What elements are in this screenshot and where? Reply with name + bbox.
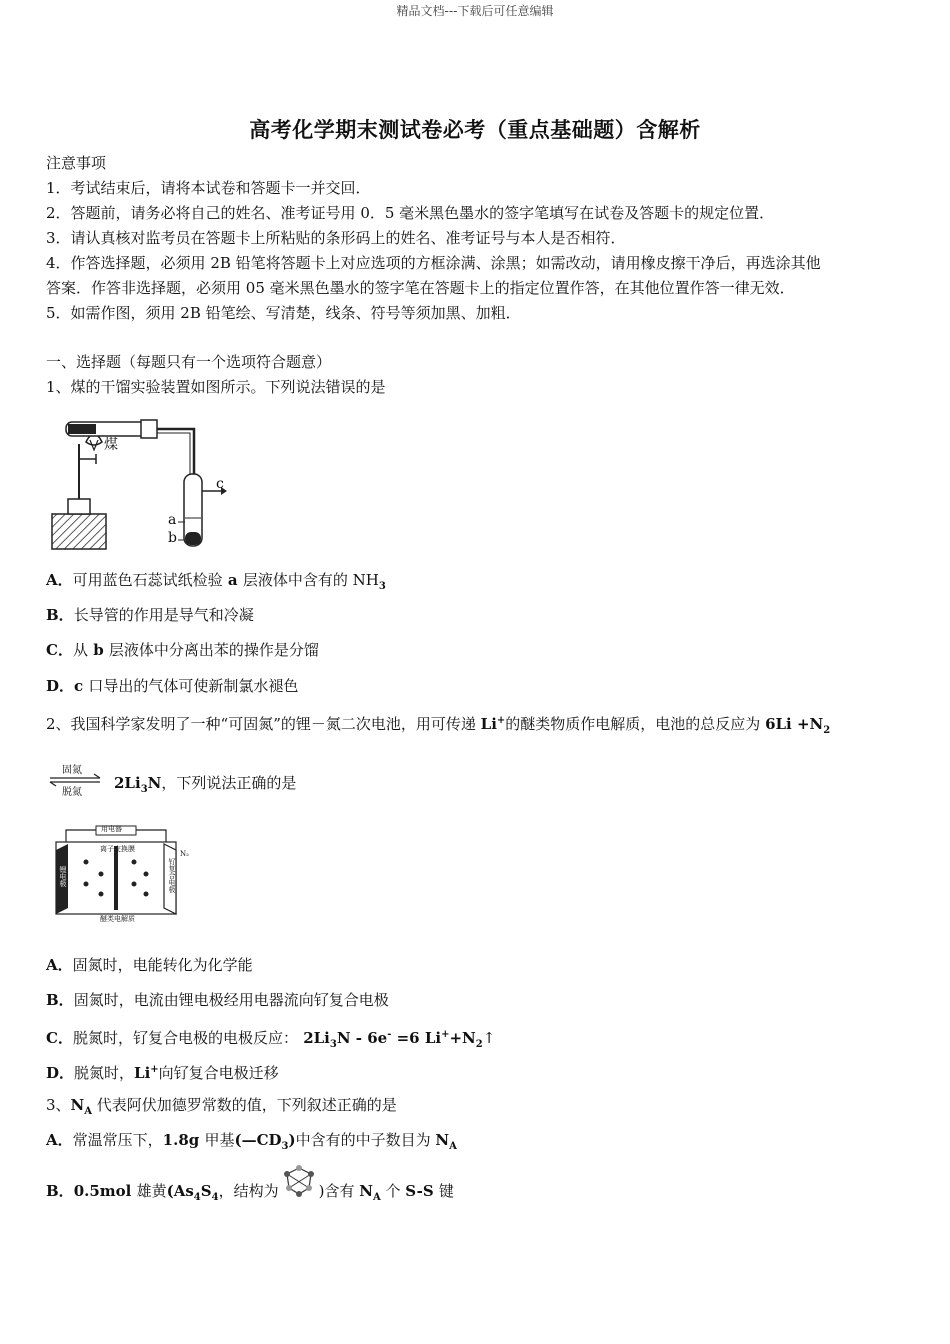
q1-option-b: B．长导管的作用是导气和冷凝: [46, 606, 254, 624]
outlet-c-label: c: [216, 476, 224, 492]
electrolyte-label: 醚类电解质: [100, 915, 135, 923]
q2-stem: 2、我国科学家发明了一种“可固氮”的锂－氮二次电池，用可传递 Li+的醚类物质作电解质，电池的总反应为 $6Li +N_2$: [46, 715, 831, 736]
ru-electrode-label: 钌复合电极: [168, 858, 176, 893]
load-label: 用电器: [101, 825, 122, 833]
notice-item: 答案．作答非选择题，必须用 05 毫米黑色墨水的签字笔在答题卡上的指定位置作答，在其他位置作答一律无效．: [46, 279, 795, 297]
battery-figure: [46, 822, 196, 922]
notice-item: 4．作答选择题，必须用 2B 铅笔将答题卡上对应选项的方框涂满、涂黑；如需改动，请用橡皮擦干净后，再选涂其他: [46, 254, 821, 272]
as4s4-structure-icon: [279, 1178, 319, 1198]
coal-distillation-figure: [46, 414, 246, 554]
q1-stem: 1、煤的干馏实验装置如图所示。下列说法错误的是: [46, 378, 386, 396]
membrane-label: 离子交换膜: [100, 845, 135, 853]
notice-item: 3．请认真核对监考员在答题卡上所粘贴的条形码上的姓名、准考证号与本人是否相符．: [46, 229, 626, 247]
header-note: 精品文档---下载后可任意编辑: [396, 4, 554, 18]
reversible-arrow-icon: [46, 764, 104, 796]
notice-item: 1．考试结束后，请将本试卷和答题卡一并交回．: [46, 179, 371, 197]
layer-b-label: b: [168, 530, 177, 546]
section-heading: 一、选择题（每题只有一个选项符合题意）: [46, 353, 332, 371]
layer-a-label: a: [168, 512, 177, 528]
q3-option-a: A．常温常压下，1.8g 甲基$(—CD_3)$中含有的中子数目为 $N_A$: [46, 1131, 457, 1152]
notice-heading: 注意事项: [46, 154, 107, 172]
q1-option-a: A．可用蓝色石蕊试纸检验 a 层液体中含有的 $NH_3$: [46, 571, 386, 592]
q3-stem: 3、$N_A$ 代表阿伏加德罗常数的值，下列叙述正确的是: [46, 1096, 397, 1117]
q2-option-c: C．脱氮时，钌复合电极的电极反应： $2Li_3N - 6e^- =6$ $Li^++N_2↑$: [46, 1029, 496, 1050]
q3-option-b: B．0.5mol 雄黄($As_4S_4$，结构为 )含有 $N_A$ 个 S-S 键: [46, 1178, 454, 1208]
notice-item: 2．答题前，请务必将自己的姓名、准考证号用 0．5 毫米黑色墨水的签字笔填写在试卷及答题卡的规定位置．: [46, 204, 775, 222]
li-electrode-label: 锂电极: [59, 866, 67, 887]
page-title: 高考化学期末测试卷必考（重点基础题）含解析: [249, 118, 701, 142]
q1-option-d: D．c 口导出的气体可使新制氯水褪色: [46, 677, 299, 695]
q2-option-d: D．脱氮时，Li+向钌复合电极迁移: [46, 1064, 279, 1082]
q2-option-b: B．固氮时，电流由锂电极经用电器流向钌复合电极: [46, 991, 389, 1009]
arrow-bottom-label: 脱氮: [62, 787, 82, 798]
notice-item: 5．如需作图，须用 2B 铅笔绘、写清楚，线条、符号等须加黑、加粗．: [46, 304, 521, 322]
q1-option-c: C．从 b 层液体中分离出苯的操作是分馏: [46, 641, 319, 659]
n2-label: N₂: [180, 850, 189, 858]
q2-option-a: A．固氮时，电能转化为化学能: [46, 956, 253, 974]
arrow-top-label: 固氮: [62, 765, 82, 776]
coal-label: 煤: [104, 437, 118, 453]
